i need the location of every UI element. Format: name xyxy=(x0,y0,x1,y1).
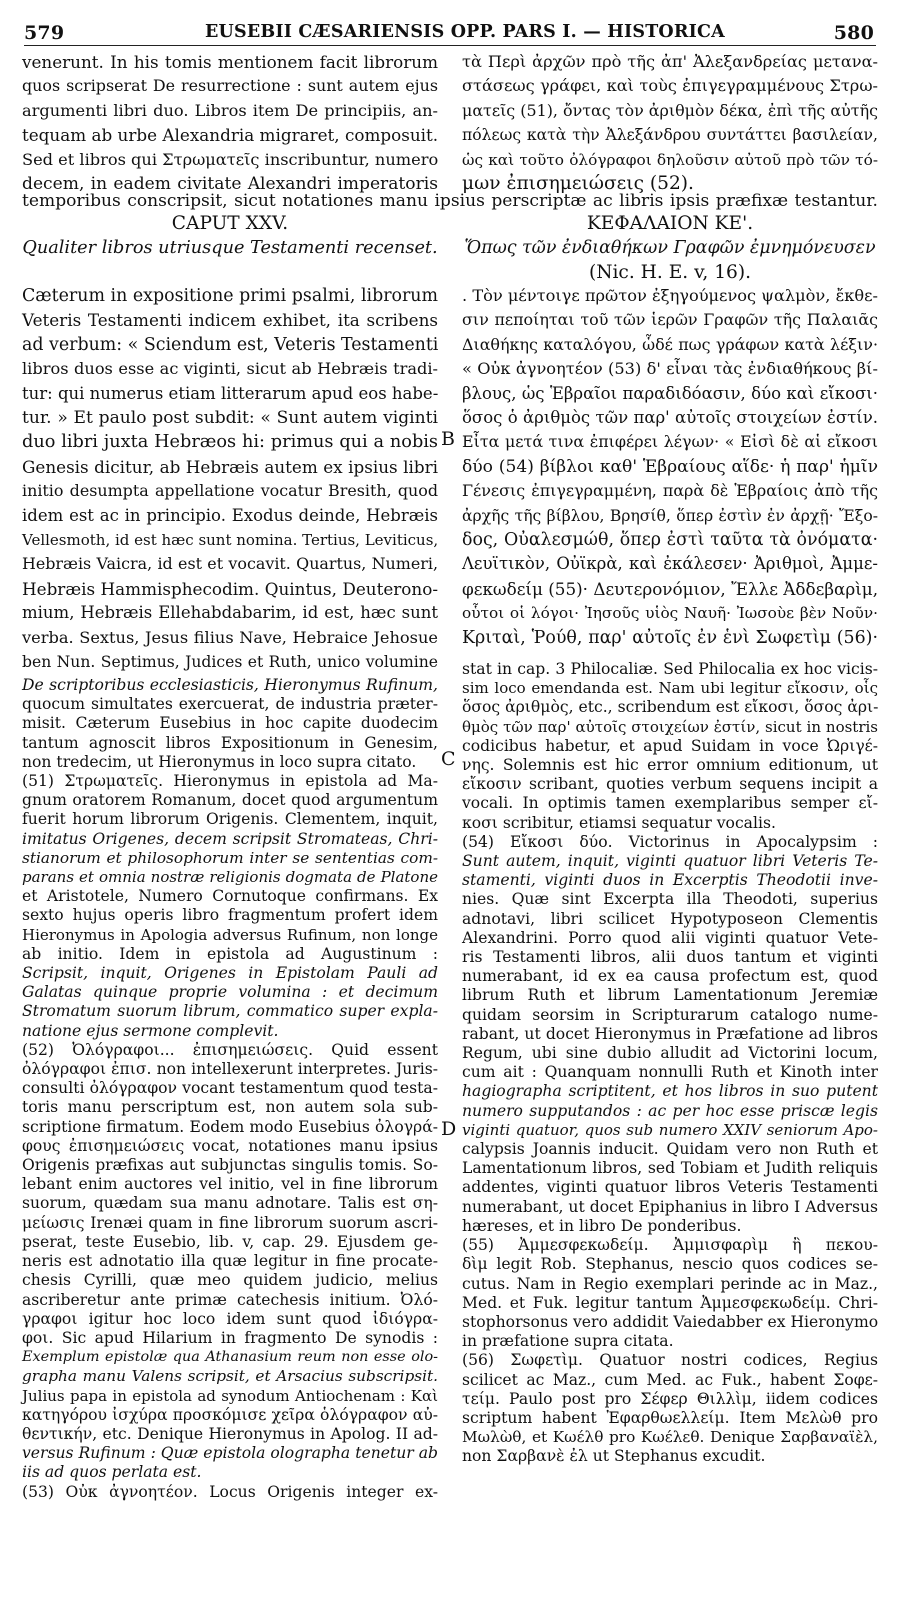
text-line: ad verbum: « Sciendum est, Veteris Testamenti xyxy=(22,334,439,355)
note-line: εἴκοσιν scribant, quoties verbum sequens incipit a xyxy=(462,775,878,794)
text-line: decem, in eadem civitate Alexandri imperatoris xyxy=(22,174,438,195)
text-line: Genesis dicitur, ab Hebræis autem ex ipsius libri xyxy=(22,456,438,477)
text-line: Cæterum in expositione primi psalmi, librorum xyxy=(22,286,438,306)
text-line: argumenti libri duo. Libros item De principiis, an- xyxy=(22,100,438,120)
note-line: parans et omnia nostræ religionis dogmata de Platone xyxy=(22,868,438,887)
chapter-title: ΚΕΦΑΛΑΙΟΝ ΚΕ'. xyxy=(586,213,754,234)
note-line: Regum, ubi sine dubio alludit ad Victorini locum, xyxy=(462,1044,878,1063)
note-line: ris Testamenti libros, alii duos tantum et viginti xyxy=(462,948,878,967)
note-line: γραφοι igitur hoc loco idem sunt quod ἰδιόγρα- xyxy=(22,1309,438,1328)
note-line: Alexandrini. Porro quod alii viginti quatuor Vete- xyxy=(462,928,878,947)
text-line: Εἶτα μετά τινα ἐπιφέρει λέγων· « Εἰσὶ δὲ αἱ εἴκοσι xyxy=(462,432,878,452)
chapter-subtitle-ref: (Nic. H. E. v, 16). xyxy=(588,261,752,283)
note-line: Galatas quinque proprie volumina : et decimum xyxy=(22,983,438,1002)
note-line: Μωλὼθ, et Κωέλθ pro Κωέλεθ. Denique Σαρβαναϊὲλ, xyxy=(462,1428,878,1447)
text-line: στάσεως γράφει, καὶ τοὺς ἐπιγεγραμμένους Στρω- xyxy=(462,76,878,96)
note-line: vocali. In optimis tamen exemplaribus semper εἴ- xyxy=(462,794,878,813)
left-top-text xyxy=(22,50,438,196)
note-line: scriptum habent Ἐφαρθωελλείμ. Item Μελὼθ pro xyxy=(462,1408,878,1427)
text-line: quos scripserat De resurrectione : sunt autem ejus xyxy=(22,76,438,96)
text-line: tequam ab urbe Alexandria migraret, composuit. xyxy=(22,125,439,146)
note-line: stianorum et philosophorum inter se sententias com- xyxy=(22,848,438,867)
margin-letter-b: B xyxy=(441,428,455,450)
note-line: adnotavi, libri scilicet Hypotyposeon Clementis xyxy=(462,909,878,928)
text-line: Διαθήκης καταλόγου, ὧδέ πως γράφων κατὰ λέξιν· xyxy=(462,334,878,354)
text-line: initio desumpta appellatione vocatur Bresith, quod xyxy=(22,481,438,501)
margin-letter-d: D xyxy=(441,1118,457,1140)
chapter-subtitle: Qualiter libros utriusque Testamenti recenset. xyxy=(22,238,438,259)
note-line: sim loco emendanda est. Nam ubi legitur εἴκοσιν, οἷς xyxy=(462,679,878,698)
note-line: (54) Εἴκοσι δύο. Victorinus in Apocalypsim : xyxy=(462,832,878,851)
note-line: (53) Οὐκ ἀγνοητέον. Locus Origenis integer ex- xyxy=(22,1482,438,1501)
note-line: misit. Cæterum Eusebius in hoc capite duodecim xyxy=(22,714,438,733)
text-line: πόλεως κατὰ τὴν Ἀλεξάνδρου συντάττει βασιλείαν, xyxy=(462,126,878,145)
note-line: tantum agnoscit libros Expositionum in Genesim, xyxy=(22,733,438,752)
text-line: οὗτοι οἱ λόγοι· Ἰησοῦς υἱὸς Ναυῆ· Ἰωσοὺε βὲν Νοῦν· xyxy=(462,604,878,623)
note-line: Hieronymus in Apologia adversus Rufinum, non longe xyxy=(22,925,438,944)
note-line: Origenis præfixas aut subjunctas singulis tomis. So- xyxy=(22,1156,438,1175)
note-line: quocum simultates exercuerat, de industria præter- xyxy=(22,695,438,714)
left-footnotes xyxy=(22,676,438,1502)
note-line: librum Ruth et librum Lamentationum Jeremiæ xyxy=(462,986,878,1005)
note-line: φοι. Sic apud Hilarium in fragmento De synodis : xyxy=(22,1328,438,1347)
chapter-title: CAPUT XXV. xyxy=(171,213,289,234)
note-line: versus Rufinum : Quæ epistola olographa tenetur ab xyxy=(22,1444,438,1463)
note-line: codicibus habetur, et apud Suidam in voce Ὠριγέ- xyxy=(462,736,878,755)
note-line: in præfatione supra citata. xyxy=(462,1332,674,1351)
text-line: Vellesmoth, id est hæc sunt nomina. Tertius, Leviticus, xyxy=(22,531,439,550)
text-line: ματεῖς (51), ὄντας τὸν ἀριθμὸν δέκα, ἐπὶ τῆς αὐτῆς xyxy=(462,100,878,120)
text-line: libros duos esse ac viginti, sicut ab Hebræis tradi- xyxy=(22,359,438,379)
text-line: σιν πεποίηται τοῦ τῶν ἱερῶν Γραφῶν τῆς Παλαιᾶς xyxy=(462,310,878,330)
note-line: hagiographa scriptitent, et hos libros in suo putent xyxy=(462,1082,878,1101)
note-line: numerabant, ut docet Epiphanius in libro I Adversus xyxy=(462,1197,878,1216)
left-chapter-heading xyxy=(22,212,438,261)
note-line: quidam seorsim in Scripturarum catalogo nume- xyxy=(462,1005,878,1024)
right-chapter-heading xyxy=(462,212,878,285)
note-line: κοσι scribitur, etiamsi sequatur vocalis. xyxy=(462,813,776,832)
text-line: τὰ Περὶ ἀρχῶν πρὸ τῆς ἀπ' Ἀλεξανδρείας μετανα- xyxy=(462,52,878,71)
note-line: neris est adnotatio illa quæ legitur in fine procate- xyxy=(22,1252,438,1271)
header-rule xyxy=(24,45,876,46)
note-line: (52) Ὀλόγραφοι... ἐπισημειώσεις. Quid essent xyxy=(22,1040,438,1059)
note-line: δὶμ legit Rob. Stephanus, nescio quos codices se- xyxy=(462,1255,878,1274)
left-page-number: 579 xyxy=(24,22,65,44)
margin-letter-c: C xyxy=(441,748,456,770)
right-footnotes xyxy=(462,660,878,1467)
text-line: Hebræis Vaicra, id est et vocavit. Quartus, Numeri, xyxy=(22,554,438,574)
note-line: scilicet ac Maz., cum Med. ac Fuk., habent Σοφε- xyxy=(462,1370,878,1389)
text-line: Γένεσις ἐπιγεγραμμένη, παρὰ δὲ Ἑβραίοις ἀπὸ τῆς xyxy=(462,481,878,501)
text-line: Sed et libros qui Στρωματεῖς inscribuntur, numero xyxy=(22,149,439,169)
note-line: toris manu perscriptum est, non autem sola sub- xyxy=(22,1098,438,1117)
text-line: venerunt. In his tomis mentionem facit librorum xyxy=(22,52,438,72)
note-line: νης. Solemnis est hic error omnium editionum, ut xyxy=(462,756,878,775)
text-line: βλους, ὡς Ἑβραῖοι παραδιδόασιν, δύο καὶ εἴκοσι· xyxy=(462,383,878,403)
text-line: δος, Οὐαλεσμώθ, ὅπερ ἐστὶ ταῦτα τὰ ὀνόματα· xyxy=(462,530,878,551)
note-line: addentes, viginti quatuor libros Veteris Testamenti xyxy=(462,1178,878,1197)
note-line: natione ejus sermone complevit. xyxy=(22,1021,279,1040)
text-line: tur. » Et paulo post subdit: « Sunt autem viginti xyxy=(22,408,438,429)
note-line: (55) Ἀμμεσφεκωδείμ. Ἀμμισφαρὶμ ἢ πεκου- xyxy=(462,1236,878,1255)
right-top-text xyxy=(462,50,878,196)
note-line: et Aristotele, Numero Cornutoque confirmans. Ex xyxy=(22,887,438,906)
note-line: lebant enim auctores vel initio, vel in fine librorum xyxy=(22,1175,438,1194)
text-line: idem est ac in principio. Exodus deinde, Hebræis xyxy=(22,505,438,525)
text-line: ὡς καὶ τοῦτο ὀλόγραφοι δηλοῦσιν αὐτοῦ πρὸ τῶν τό- xyxy=(462,150,878,169)
note-line: De scriptoribus ecclesiasticis, Hieronymus Rufinum, xyxy=(22,676,438,694)
note-line: Exemplum epistolæ qua Athanasium reum non esse olo- xyxy=(22,1349,438,1366)
note-line: calypsis Joannis inducit. Quidam vero non Ruth et xyxy=(462,1140,878,1159)
right-body-text xyxy=(462,284,878,650)
text-line: ben Nun. Septimus, Judices et Ruth, unico volumine xyxy=(22,653,438,672)
note-line: numero supputandos : ac per hoc esse priscæ legis xyxy=(462,1101,878,1120)
text-line: Hebræis Hammisphecodim. Quintus, Deuterono- xyxy=(22,578,438,599)
note-line: chesis Cyrilli, quæ meo quidem judicio, melius xyxy=(22,1271,438,1290)
text-line: Veteris Testamenti indicem exhibet, ita scribens xyxy=(22,310,438,331)
note-line: grapha manu Valens scripsit, et Arsacius subscripsit. xyxy=(22,1367,438,1386)
note-line: ab initio. Idem in epistola ad Augustinum : xyxy=(22,944,438,963)
text-line: ὅσος ὁ ἀριθμὸς τῶν παρ' αὐτοῖς στοιχείων ἐστίν. xyxy=(462,408,878,428)
text-line: verba. Sextus, Jesus filius Nave, Hebraice Jehosue xyxy=(22,627,438,647)
note-line: stamenti, viginti duos in Excerptis Theodotii inve- xyxy=(462,871,878,890)
right-page-number: 580 xyxy=(833,22,874,44)
note-line: imitatus Origenes, decem scripsit Stromateas, Chri- xyxy=(22,829,438,848)
text-line: duo libri juxta Hebræos hi: primus qui a nobis xyxy=(22,432,438,453)
note-line: scriptione firmatum. Eodem modo Eusebius ὀλογρά- xyxy=(22,1117,438,1136)
note-line: τείμ. Paulo post pro Σέφερ Θιλλὶμ, iidem codices xyxy=(462,1389,878,1408)
note-line: sexto hujus operis libro fragmentum profert idem xyxy=(22,906,438,925)
note-line: Stromatum suorum librum, commatico super expla- xyxy=(22,1002,438,1021)
note-line: non Σαρβανὲ ἐλ ut Stephanus excudit. xyxy=(462,1447,766,1466)
text-line: mium, Hebræis Ellehabdabarim, id est, hæc sunt xyxy=(22,603,438,623)
note-line: iis ad quos perlata est. xyxy=(22,1463,202,1482)
note-line: gnum oratorem Romanum, docet quod argumentum xyxy=(22,791,438,810)
note-line: consulti ὀλόγραφον vocant testamentum quod testa- xyxy=(22,1079,438,1098)
note-line: θεντικήν, etc. Denique Hieronymus in Apolog. II ad- xyxy=(22,1424,438,1443)
note-line: stat in cap. 3 Philocaliæ. Sed Philocalia ex hoc vicis- xyxy=(462,660,878,678)
note-line: ascriberetur ante primæ catechesis initium. Ὀλό- xyxy=(22,1290,438,1309)
note-line: Med. et Fuk. legitur tantum Ἀμμεσφεκωδείμ. Chri- xyxy=(462,1293,878,1312)
note-line: Julius papa in epistola ad synodum Antiochenam : Καὶ xyxy=(22,1386,438,1405)
note-line: Scripsit, inquit, Origenes in Epistolam Pauli ad xyxy=(22,964,438,983)
note-line: numerabant, id ex ea causa profectum est, quod xyxy=(462,967,878,986)
note-line: θμὸς τῶν παρ' αὐτοῖς στοιχείων ἐστίν, sicut in nostris xyxy=(462,717,878,736)
note-line: nies. Quæ sint Excerpta illa Theodoti, superius xyxy=(462,890,878,909)
text-line: tur: qui numerus etiam litterarum apud eos habe- xyxy=(22,383,439,403)
text-line: « Οὐκ ἀγνοητέον (53) δ' εἶναι τὰς ἐνδιαθήκους βί- xyxy=(462,359,878,379)
note-line: stophorsonus vero addidit Vaiedabber ex Hieronymo xyxy=(462,1312,879,1331)
left-body-text xyxy=(22,284,438,675)
note-line: φους ἐπισημειώσεις vocat, notationes manu ipsius xyxy=(22,1136,438,1155)
note-line: viginti quatuor, quos sub numero XXIV seniorum Apo- xyxy=(462,1120,878,1139)
note-line: (56) Σωφετὶμ. Quatuor nostri codices, Regius xyxy=(462,1351,878,1370)
note-line: κατηγόρου ἰσχύρα προσκόμισε χεῖρα ὁλόγραφον αὐ- xyxy=(22,1405,438,1424)
note-line: cum ait : Quanquam nonnulli Ruth et Kinoth inter xyxy=(462,1063,878,1082)
note-line: Sunt autem, inquit, viginti quatuor libri Veteris Te- xyxy=(462,852,878,871)
text-line: . Τὸν μέντοιγε πρῶτον ἐξηγούμενος ψαλμὸν, ἔκθε- xyxy=(462,286,878,305)
note-line: hæreses, et in libro De ponderibus. xyxy=(462,1216,742,1235)
text-line: Κριταὶ, Ῥούθ, παρ' αὐτοῖς ἐν ἑνὶ Σωφετὶμ (56)· xyxy=(462,627,878,648)
text-line: μων ἐπισημειώσεις (52). xyxy=(462,173,694,195)
text-line: φεκωδείμ (55)· Δευτερονόμιον, Ἔλλε Ἀδδεβαρὶμ, xyxy=(462,578,879,599)
note-line: Lamentationum libros, sed Tobiam et Judith reliquis xyxy=(462,1159,878,1178)
note-line: suorum, quædam sua manu adnotare. Talis est ση- xyxy=(22,1194,438,1213)
text-line: δύο (54) βίβλοι καθ' Ἑβραίους αἵδε· ἡ παρ' ἡμῖν xyxy=(462,456,878,477)
text-line: ἀρχῆς τῆς βίβλου, Βρησίθ, ὅπερ ἐστὶν ἐν ἀρχῇ· Ἔξο- xyxy=(462,506,878,525)
text-line: Λευϊτικὸν, Οὐϊκρὰ, καὶ ἐκάλεσεν· Ἀριθμοὶ, Ἀμμε- xyxy=(462,554,878,574)
note-line: fuerit horum librorum Origenis. Clementem, inquit, xyxy=(22,810,438,829)
note-line: μείωσις Irenæi quam in fine librorum suorum ascri- xyxy=(22,1213,438,1232)
note-line: (51) Στρωματεῖς. Hieronymus in epistola ad Ma- xyxy=(22,772,438,791)
note-line: non tredecim, ut Hieronymus in loco supra citato. xyxy=(22,752,417,771)
note-line: pserat, teste Eusebio, lib. v, cap. 29. Ejusdem ge- xyxy=(22,1232,438,1251)
note-line: cutus. Nam in Regio exemplari perinde ac in Maz., xyxy=(462,1274,878,1293)
running-title: EUSEBII CÆSARIENSIS OPP. PARS I. — HISTORICA xyxy=(205,22,725,42)
full-width-line: temporibus conscripsit, sicut notationes manu ipsius perscriptæ ac libris ipsis præfixæ testantur. xyxy=(22,191,878,211)
note-line: ὅσος ἀριθμὸς, etc., scribendum est εἴκοσι, ὅσος ἀρι- xyxy=(462,698,879,717)
chapter-subtitle: Ὅπως τῶν ἐνδιαθήκων Γραφῶν ἐμνημόνευσεν xyxy=(464,238,876,259)
note-line: ὀλόγραφοι ἐπισ. non intellexerunt interpretes. Juris- xyxy=(22,1060,438,1079)
note-line: rabant, ut docet Hieronymus in Præfatione ad libros xyxy=(462,1024,878,1043)
